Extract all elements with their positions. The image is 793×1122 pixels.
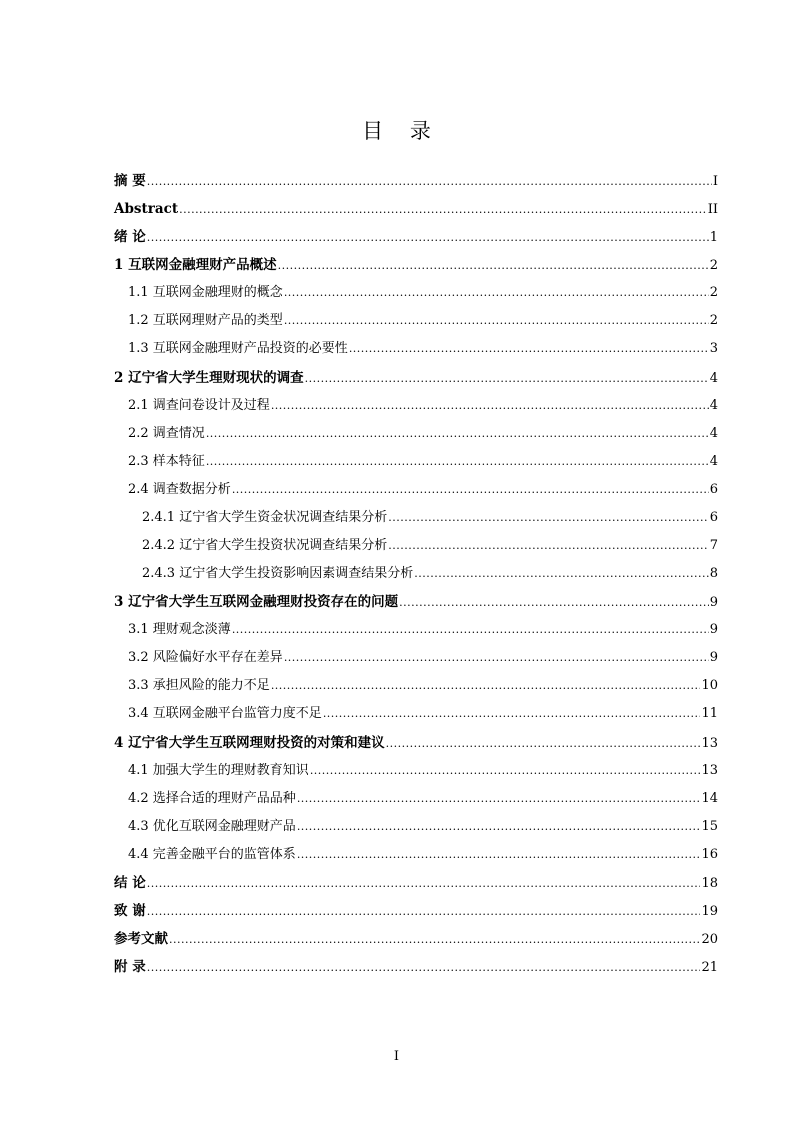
toc-entry-page: 9	[709, 595, 718, 611]
toc-entry-label: 2.4.3 辽宁省大学生投资影响因素调查结果分析	[142, 566, 414, 582]
toc-entry-label: 3.4 互联网金融平台监管力度不足	[128, 706, 322, 722]
toc-leader-dots	[388, 504, 709, 532]
toc-entry-page: 14	[701, 790, 718, 806]
toc-entry-label: 3 辽宁省大学生互联网金融理财投资存在的问题	[114, 594, 399, 611]
toc-entry[interactable]	[114, 616, 718, 644]
toc-entry-page: 19	[701, 904, 718, 920]
toc-entry[interactable]	[114, 420, 718, 448]
toc-leader-dots	[271, 672, 701, 700]
toc-leader-dots	[147, 168, 712, 196]
toc-leader-dots	[305, 365, 709, 393]
toc-leader-dots	[386, 730, 701, 758]
toc-entry-label: 2.3 样本特征	[128, 453, 205, 469]
toc-entry-page: 16	[701, 846, 718, 862]
toc-entry-page: 9	[709, 622, 718, 638]
toc-entry-page: 18	[701, 875, 718, 891]
toc-entry-page: I	[712, 174, 718, 189]
toc-entry-label: 4.3 优化互联网金融理财产品	[128, 818, 296, 834]
toc-leader-dots	[147, 870, 701, 898]
toc-entry-label: 4.1 加强大学生的理财教育知识	[128, 762, 309, 778]
toc-entry[interactable]	[114, 364, 718, 392]
toc-entry[interactable]	[114, 841, 718, 869]
toc-entry[interactable]	[114, 476, 718, 504]
toc-leader-dots	[278, 252, 709, 280]
toc-entry[interactable]	[114, 279, 718, 307]
toc-entry-page: 6	[709, 509, 718, 525]
toc-leader-dots	[284, 644, 709, 672]
toc-entry[interactable]	[114, 251, 718, 279]
page-number: I	[393, 1049, 400, 1064]
toc-entry-page: 11	[701, 706, 718, 722]
toc-entry[interactable]	[114, 195, 718, 223]
toc-entry-label: Abstract	[114, 201, 179, 218]
toc-entry-page: II	[707, 202, 718, 218]
toc-entry-page: 2	[709, 313, 718, 329]
toc-entry[interactable]	[114, 167, 718, 195]
toc-entry-page: 10	[701, 678, 718, 694]
toc-entry-page: 2	[709, 285, 718, 301]
toc-entry-page: 15	[701, 818, 718, 834]
toc-leader-dots	[414, 560, 709, 588]
toc-entry[interactable]	[114, 953, 718, 981]
toc-leader-dots	[310, 757, 701, 785]
toc-entry-label: 1.3 互联网金融理财产品投资的必要性	[128, 341, 348, 357]
toc-leader-dots	[297, 841, 701, 869]
toc-leader-dots	[323, 700, 701, 728]
toc-leader-dots	[232, 476, 709, 504]
toc-entry[interactable]	[114, 925, 718, 953]
toc-leader-dots	[147, 898, 701, 926]
toc-leader-dots	[232, 616, 709, 644]
toc-entry-label: 4.4 完善金融平台的监管体系	[128, 846, 296, 862]
toc-entry[interactable]	[114, 897, 718, 925]
toc-entry-page: 3	[709, 341, 718, 357]
toc-entry-label: 3.2 风险偏好水平存在差异	[128, 650, 283, 666]
toc-entry[interactable]	[114, 448, 718, 476]
toc-leader-dots	[147, 224, 709, 252]
toc-entry[interactable]	[114, 504, 718, 532]
toc-leader-dots	[206, 448, 709, 476]
toc-entry[interactable]	[114, 729, 718, 757]
toc-entry[interactable]	[114, 869, 718, 897]
toc-entry[interactable]	[114, 532, 718, 560]
toc-entry-label: 2.2 调查情况	[128, 425, 205, 441]
toc-entry[interactable]	[114, 223, 718, 251]
toc-entry[interactable]	[114, 392, 718, 420]
toc-entry-page: 21	[701, 960, 718, 976]
toc-entry-page: 6	[709, 481, 718, 497]
toc-entry-label: 2 辽宁省大学生理财现状的调查	[114, 369, 304, 386]
toc-entry-label: 绪 论	[114, 229, 146, 246]
toc-leader-dots	[179, 196, 707, 224]
toc-entry-label: 3.1 理财观念淡薄	[128, 622, 231, 638]
toc-entry[interactable]	[114, 700, 718, 728]
toc-entry[interactable]	[114, 560, 718, 588]
toc-entry-label: 附 录	[114, 959, 146, 976]
toc-entry-label: 1 互联网金融理财产品概述	[114, 257, 277, 274]
toc-entry-label: 结 论	[114, 874, 146, 891]
toc-entry[interactable]	[114, 757, 718, 785]
toc-entry[interactable]	[114, 588, 718, 616]
toc-entry-label: 1.1 互联网金融理财的概念	[128, 285, 283, 301]
toc-entry[interactable]	[114, 785, 718, 813]
toc-entry[interactable]	[114, 644, 718, 672]
toc-leader-dots	[147, 954, 701, 982]
toc-entry[interactable]	[114, 813, 718, 841]
toc-entry-label: 4.2 选择合适的理财产品品种	[128, 790, 296, 806]
toc-leader-dots	[297, 785, 701, 813]
toc-leader-dots	[169, 926, 700, 954]
toc-entry-page: 4	[709, 370, 718, 386]
toc-entry-page: 4	[709, 425, 718, 441]
toc-leader-dots	[349, 335, 709, 363]
toc-entry-label: 2.4 调查数据分析	[128, 481, 231, 497]
toc-leader-dots	[284, 279, 709, 307]
toc-entry-label: 1.2 互联网理财产品的类型	[128, 313, 283, 329]
toc-leader-dots	[284, 307, 709, 335]
toc-entry-page: 7	[709, 538, 718, 554]
toc-entry-page: 4	[709, 397, 718, 413]
toc-leader-dots	[399, 589, 709, 617]
table-of-contents	[114, 167, 718, 981]
toc-entry-page: 1	[709, 230, 718, 246]
toc-entry-page: 9	[709, 650, 718, 666]
toc-leader-dots	[206, 420, 709, 448]
toc-entry-page: 20	[701, 932, 718, 948]
toc-entry-label: 致 谢	[114, 903, 146, 920]
toc-entry-label: 2.4.1 辽宁省大学生资金状况调查结果分析	[142, 509, 388, 525]
toc-entry-page: 4	[709, 453, 718, 469]
toc-entry-label: 4 辽宁省大学生互联网理财投资的对策和建议	[114, 734, 385, 751]
toc-entry-page: 8	[709, 566, 718, 582]
toc-entry[interactable]	[114, 672, 718, 700]
toc-entry-label: 参考文献	[114, 931, 168, 948]
toc-leader-dots	[388, 532, 709, 560]
toc-entry[interactable]	[114, 307, 718, 335]
toc-entry-page: 13	[701, 762, 718, 778]
toc-entry-label: 2.4.2 辽宁省大学生投资状况调查结果分析	[142, 538, 388, 554]
toc-entry-page: 2	[709, 258, 718, 274]
toc-entry-page: 13	[701, 735, 718, 751]
toc-leader-dots	[271, 392, 709, 420]
page-title: 目 录	[362, 119, 441, 143]
toc-entry-label: 摘 要	[114, 173, 146, 189]
toc-entry[interactable]	[114, 335, 718, 363]
toc-leader-dots	[297, 813, 701, 841]
toc-entry-label: 3.3 承担风险的能力不足	[128, 678, 270, 694]
toc-entry-label: 2.1 调查问卷设计及过程	[128, 397, 270, 413]
